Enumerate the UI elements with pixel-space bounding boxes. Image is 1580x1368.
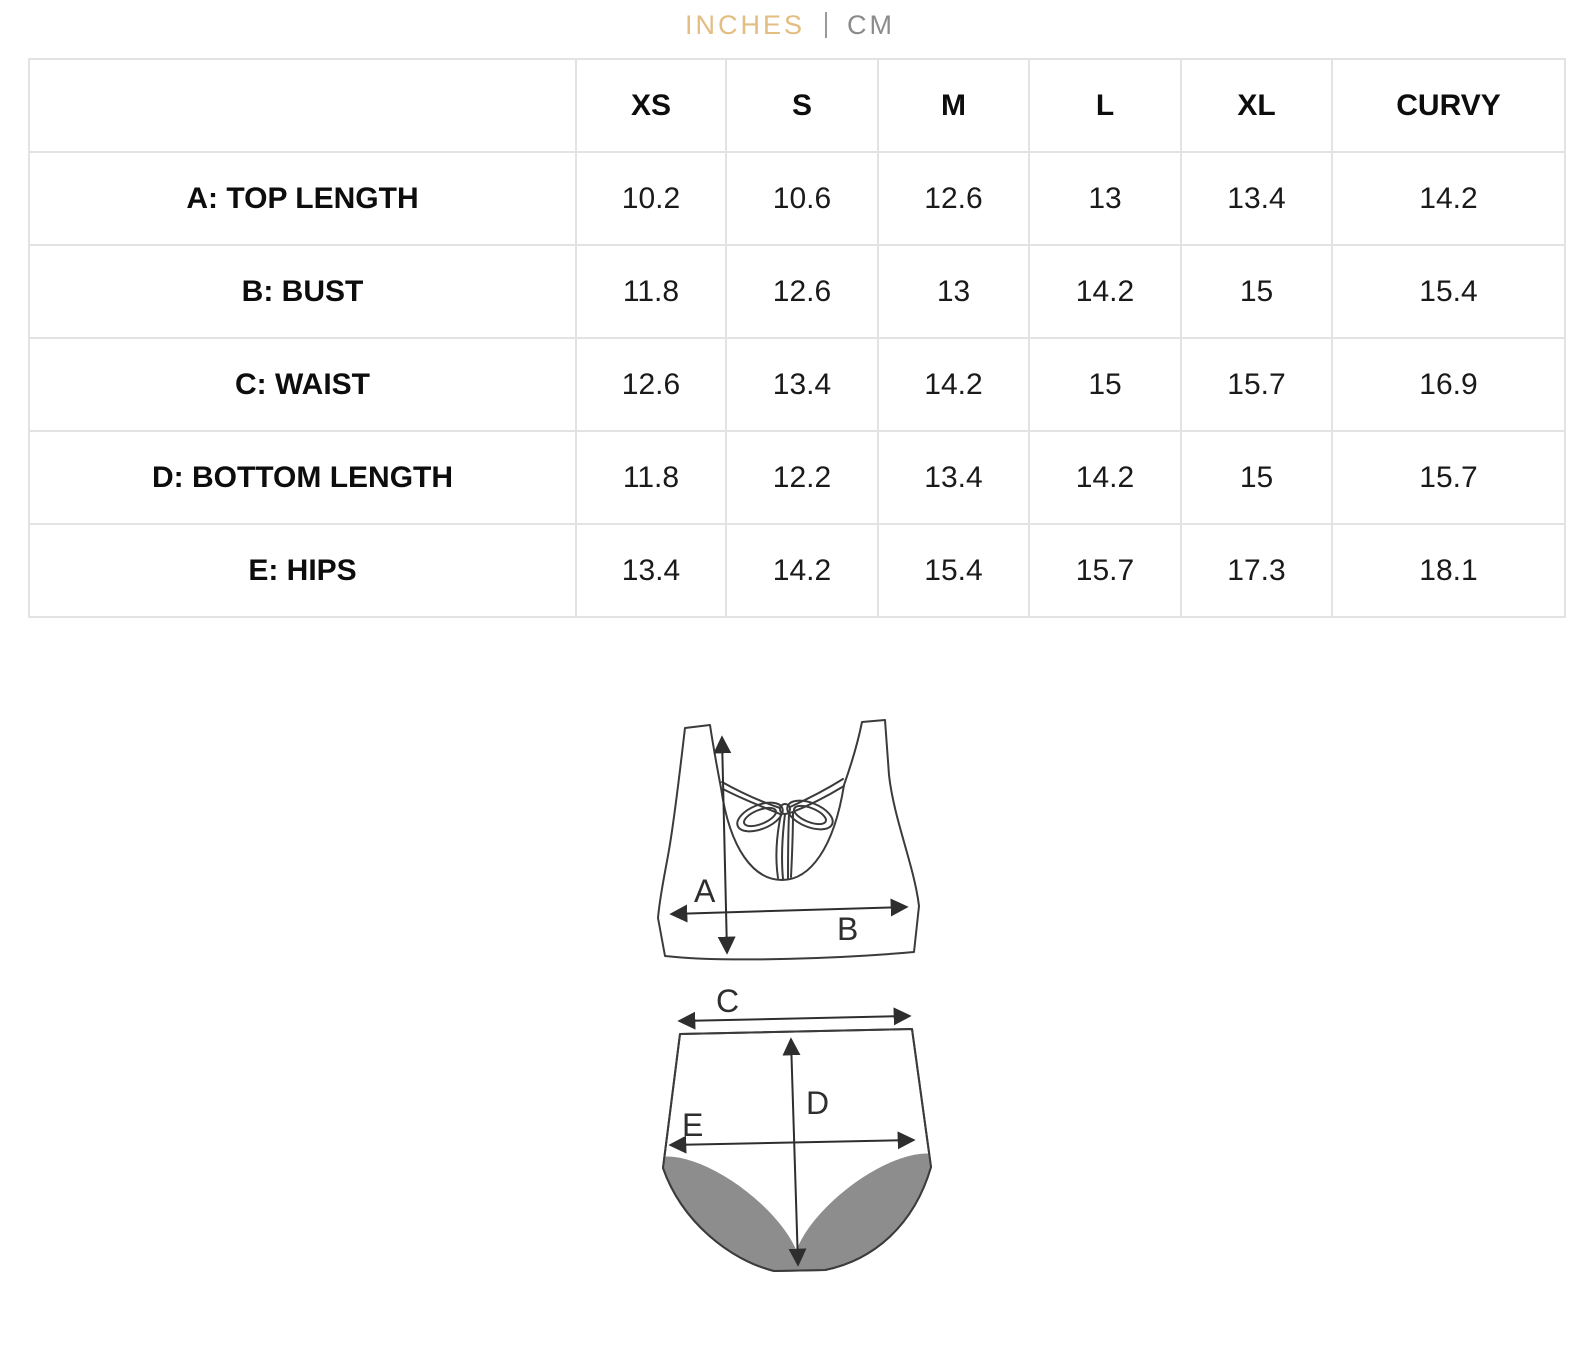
unit-option-inches[interactable]: INCHES [684, 10, 805, 40]
size-diagram [622, 690, 962, 1290]
size-value: 15.7 [1029, 524, 1181, 617]
size-value: 13 [878, 245, 1029, 338]
column-header-s: S [726, 59, 878, 152]
size-value: 15.7 [1181, 338, 1332, 431]
size-value: 15.7 [1332, 431, 1565, 524]
bikini-bottom-drawing [623, 983, 962, 1290]
size-value: 17.3 [1181, 524, 1332, 617]
size-value: 10.2 [576, 152, 726, 245]
table-row-hips [29, 524, 1565, 617]
measurement-label-top-length: A [694, 873, 716, 909]
size-value: 16.9 [1332, 338, 1565, 431]
size-value: 14.2 [1029, 245, 1181, 338]
row-label: E: HIPS [29, 524, 576, 617]
unit-selector [0, 6, 1580, 44]
size-value: 14.2 [726, 524, 878, 617]
size-value: 15 [1029, 338, 1181, 431]
size-value: 13.4 [576, 524, 726, 617]
size-value: 15.4 [1332, 245, 1565, 338]
column-header-m: M [878, 59, 1029, 152]
size-value: 15 [1181, 245, 1332, 338]
size-value: 12.6 [576, 338, 726, 431]
size-value: 14.2 [1029, 431, 1181, 524]
bikini-top-drawing [658, 720, 919, 959]
size-value: 12.6 [878, 152, 1029, 245]
size-value: 11.8 [576, 431, 726, 524]
size-value: 11.8 [576, 245, 726, 338]
unit-option-cm[interactable]: CM [847, 10, 895, 40]
size-value: 12.6 [726, 245, 878, 338]
size-value: 14.2 [1332, 152, 1565, 245]
size-chart-table [28, 58, 1566, 618]
size-value: 18.1 [1332, 524, 1565, 617]
table-row-bust [29, 245, 1565, 338]
size-value: 12.2 [726, 431, 878, 524]
row-label: A: TOP LENGTH [29, 152, 576, 245]
column-header-l: L [1029, 59, 1181, 152]
measurement-label-bust: B [837, 911, 859, 947]
size-value: 13.4 [726, 338, 878, 431]
measurement-label-waist: C [716, 983, 740, 1019]
measurement-label-hips: E [682, 1107, 704, 1143]
row-label: C: WAIST [29, 338, 576, 431]
size-value: 13.4 [1181, 152, 1332, 245]
unit-separator [825, 12, 827, 38]
header-row [29, 59, 1565, 152]
size-value: 15 [1181, 431, 1332, 524]
size-value: 14.2 [878, 338, 1029, 431]
corner-cell [29, 59, 576, 152]
size-value: 13.4 [878, 431, 1029, 524]
size-value: 15.4 [878, 524, 1029, 617]
size-value: 13 [1029, 152, 1181, 245]
measurement-arrow-waist [680, 1016, 909, 1021]
table-row-top-length [29, 152, 1565, 245]
measurement-label-bottom-length: D [806, 1085, 830, 1121]
table-row-waist [29, 338, 1565, 431]
size-value: 10.6 [726, 152, 878, 245]
column-header-curvy: CURVY [1332, 59, 1565, 152]
table-row-bottom-length [29, 431, 1565, 524]
row-label: B: BUST [29, 245, 576, 338]
column-header-xl: XL [1181, 59, 1332, 152]
column-header-xs: XS [576, 59, 726, 152]
row-label: D: BOTTOM LENGTH [29, 431, 576, 524]
